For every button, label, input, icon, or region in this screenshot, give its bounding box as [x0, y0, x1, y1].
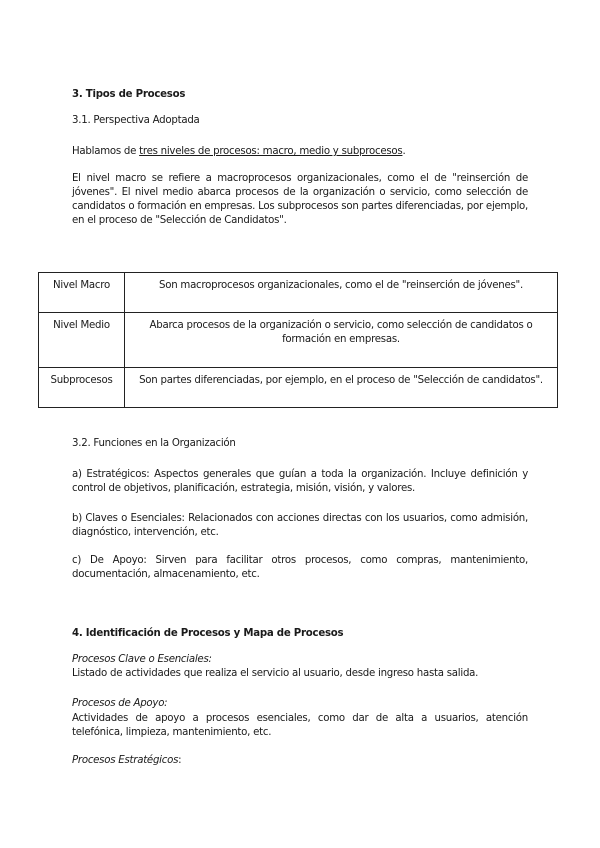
table-row: [39, 368, 558, 408]
function-strategic: a) Estratégicos: Aspectos generales que guían a toda la organización. Incluye definición y control de objetivos, planificación, estrategia, misión, visión, y valores.: [72, 469, 528, 494]
support-processes-title: Procesos de Apoyo:: [72, 698, 168, 709]
process-levels-table: [38, 272, 558, 408]
description-cell: Son partes diferenciadas, por ejemplo, en el proceso de "Selección de candidatos".: [125, 368, 558, 408]
level-cell: Nivel Medio: [39, 313, 125, 368]
level-cell: Nivel Macro: [39, 273, 125, 313]
function-support: c) De Apoyo: Sirven para facilitar otros procesos, como compras, mantenimiento, documentación, almacenamiento, etc.: [72, 555, 528, 580]
intro-suffix: .: [402, 146, 406, 157]
description-cell: Abarca procesos de la organización o servicio, como selección de candidatos o formación en empresas.: [125, 313, 558, 368]
subsection-3-2-heading: 3.2. Funciones en la Organización: [72, 438, 236, 449]
support-processes-text: Actividades de apoyo a procesos esenciales, como dar de alta a usuarios, atención telefónica, limpieza, mantenimiento, etc.: [72, 713, 528, 738]
subsection-3-1-heading: 3.1. Perspectiva Adoptada: [72, 115, 200, 126]
levels-link[interactable]: tres niveles de procesos: macro, medio y subprocesos: [139, 146, 403, 157]
function-key: b) Claves o Esenciales: Relacionados con acciones directas con los usuarios, como admisión, diagnóstico, intervención, etc.: [72, 513, 528, 538]
intro-line: [72, 145, 405, 159]
section-3-heading: 3. Tipos de Procesos: [72, 89, 186, 100]
key-processes-title: Procesos Clave o Esenciales:: [72, 654, 212, 665]
level-cell: Subprocesos: [39, 368, 125, 408]
key-processes-text: Listado de actividades que realiza el servicio al usuario, desde ingreso hasta salida.: [72, 668, 479, 679]
table-row: [39, 313, 558, 368]
intro-prefix: Hablamos de: [72, 146, 140, 157]
strategic-processes-title-line: [72, 754, 181, 768]
levels-paragraph: El nivel macro se refiere a macroprocesos organizacionales, como el de "reinserción de jóvenes". El nivel medio abarca procesos de la organización o servicio, como selección de candidatos o formación en empresas. Los subprocesos son partes diferenciadas, por ejemplo, en el proceso de "Selección de Candidatos".: [72, 173, 528, 226]
description-cell: Son macroprocesos organizacionales, como el de "reinserción de jóvenes".: [125, 273, 558, 313]
section-4-heading: 4. Identificación de Procesos y Mapa de Procesos: [72, 628, 344, 639]
strategic-processes-title: Procesos Estratégicos: [72, 755, 179, 766]
table-row: [39, 273, 558, 313]
strategic-processes-colon: :: [178, 755, 182, 766]
